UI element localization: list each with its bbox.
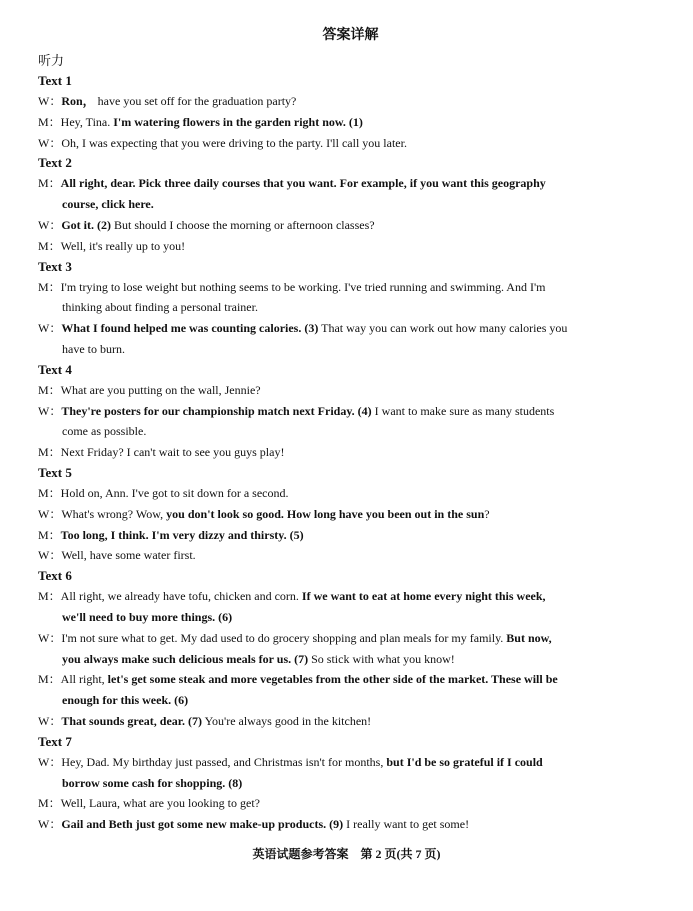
answer-highlight: Got it. (2) xyxy=(61,217,111,232)
dialogue-text: ? xyxy=(484,506,490,521)
listening-transcripts xyxy=(38,71,663,835)
dialogue-continuation xyxy=(38,339,663,360)
transcript-block xyxy=(38,463,663,566)
dialogue-text: You're always good in the kitchen! xyxy=(202,713,372,728)
speaker-label: M： xyxy=(38,672,61,687)
dialogue-text: I'm not sure what to get. My dad used to do grocery shopping and plan meals for my family. xyxy=(61,630,507,645)
speaker-label: M： xyxy=(38,485,61,500)
dialogue-text: Oh, I was expecting that you were driving to the party. I'll call you later. xyxy=(61,135,407,150)
dialogue-line xyxy=(38,215,663,236)
dialogue-text: Well, Laura, what are you looking to get? xyxy=(60,796,260,811)
speaker-label: W： xyxy=(38,506,62,521)
dialogue-text: I really want to get some! xyxy=(343,817,470,832)
dialogue-line xyxy=(38,525,663,546)
dialogue-text: have you set off for the graduation party? xyxy=(94,94,297,108)
dialogue-line xyxy=(38,793,663,814)
answer-highlight: you don't look so good. How long have you been out in the sun xyxy=(166,506,485,521)
dialogue-text: So stick with what you know! xyxy=(308,651,455,666)
answer-highlight: If we want to eat at home every night this week, xyxy=(301,589,546,604)
dialogue-continuation xyxy=(38,690,663,711)
dialogue-continuation xyxy=(38,297,663,318)
speaker-label: M： xyxy=(38,382,61,397)
dialogue-text: All right, xyxy=(60,672,108,687)
dialogue-line xyxy=(38,173,663,194)
dialogue-line xyxy=(38,586,663,607)
dialogue-line xyxy=(38,545,663,566)
transcript-block xyxy=(38,71,663,153)
text-label: Text 7 xyxy=(38,733,72,749)
transcript-block xyxy=(38,732,663,835)
dialogue-line xyxy=(38,628,663,649)
page-footer: 英语试题参考答案 第 2 页(共 7 页) xyxy=(252,847,441,861)
dialogue-text: What's wrong? Wow, xyxy=(61,506,167,521)
speaker-label: W： xyxy=(38,94,62,108)
dialogue-continuation xyxy=(38,194,663,215)
text-label: Text 5 xyxy=(38,464,72,480)
speaker-label: W： xyxy=(38,817,62,832)
dialogue-text: I want to make sure as many students xyxy=(371,403,555,418)
answer-highlight: enough for this week. (6) xyxy=(62,693,189,708)
speaker-label: M： xyxy=(38,238,61,253)
answer-highlight: we'll need to buy more things. (6) xyxy=(62,609,233,624)
answer-highlight: Too long, I think. I'm very dizzy and thirsty. (5) xyxy=(60,527,304,542)
answer-highlight: Ron， xyxy=(61,94,95,108)
text-label: Text 4 xyxy=(38,361,72,377)
speaker-label: M： xyxy=(38,589,61,604)
answer-highlight: Gail and Beth just got some new make-up products. (9) xyxy=(61,817,344,832)
dialogue-line xyxy=(38,277,663,298)
dialogue-line xyxy=(38,236,663,257)
text-label: Text 3 xyxy=(38,258,72,274)
speaker-label: W： xyxy=(38,321,62,336)
dialogue-text: Hey, Tina. xyxy=(60,114,114,129)
transcript-block xyxy=(38,153,663,256)
dialogue-text: Hold on, Ann. I've got to sit down for a second. xyxy=(60,485,289,500)
dialogue-text: have to burn. xyxy=(62,341,125,356)
dialogue-continuation xyxy=(38,773,663,794)
section-heading: 听力 xyxy=(38,53,65,68)
speaker-label: W： xyxy=(38,548,62,563)
dialogue-continuation xyxy=(38,649,663,670)
transcript-block xyxy=(38,257,663,360)
speaker-label: M： xyxy=(38,114,61,129)
speaker-label: M： xyxy=(38,445,61,460)
dialogue-line xyxy=(38,91,663,112)
dialogue-continuation xyxy=(38,421,663,442)
transcript-block xyxy=(38,360,663,463)
dialogue-line xyxy=(38,669,663,690)
speaker-label: W： xyxy=(38,630,62,645)
answer-highlight: course, click here. xyxy=(62,197,154,212)
dialogue-text: Hey, Dad. My birthday just passed, and Christmas isn't for months, xyxy=(61,754,387,769)
answer-highlight: I'm watering flowers in the garden right now. (1) xyxy=(113,114,363,129)
speaker-label: M： xyxy=(38,796,61,811)
dialogue-text: I'm trying to lose weight but nothing seems to be working. I've tried running and swimming. And I'm xyxy=(60,279,546,294)
dialogue-text: That way you can work out how many calories you xyxy=(318,321,568,336)
text-label: Text 1 xyxy=(38,73,72,88)
answer-highlight: That sounds great, dear. (7) xyxy=(61,713,203,728)
dialogue-line xyxy=(38,401,663,422)
dialogue-line xyxy=(38,380,663,401)
answer-highlight: They're posters for our championship match next Friday. (4) xyxy=(61,403,372,418)
answer-highlight: But now, xyxy=(506,630,552,645)
dialogue-text: thinking about finding a personal trainer. xyxy=(62,300,258,315)
answer-highlight: borrow some cash for shopping. (8) xyxy=(62,775,243,790)
dialogue-line xyxy=(38,112,663,133)
dialogue-line xyxy=(38,318,663,339)
dialogue-line xyxy=(38,483,663,504)
dialogue-text: Well, have some water first. xyxy=(61,548,196,563)
dialogue-line xyxy=(38,133,663,154)
page-title: 答案详解 xyxy=(322,28,379,43)
speaker-label: M： xyxy=(38,527,61,542)
speaker-label: M： xyxy=(38,279,61,294)
dialogue-line xyxy=(38,442,663,463)
dialogue-line xyxy=(38,711,663,732)
speaker-label: W： xyxy=(38,754,62,769)
dialogue-line xyxy=(38,504,663,525)
answer-highlight: All right, dear. Pick three daily courses that you want. For example, if you want this geography xyxy=(60,176,546,191)
answer-highlight: What I found helped me was counting calories. (3) xyxy=(61,321,319,336)
dialogue-line xyxy=(38,752,663,773)
dialogue-text: All right, we already have tofu, chicken and corn. xyxy=(60,589,302,604)
dialogue-continuation xyxy=(38,607,663,628)
speaker-label: M： xyxy=(38,176,61,191)
dialogue-line xyxy=(38,814,663,835)
speaker-label: W： xyxy=(38,403,62,418)
answer-highlight: but I'd be so grateful if I could xyxy=(386,754,543,769)
answer-highlight: you always make such delicious meals for us. (7) xyxy=(62,651,309,666)
dialogue-text: What are you putting on the wall, Jennie? xyxy=(60,382,261,397)
text-label: Text 2 xyxy=(38,155,72,171)
dialogue-text: come as possible. xyxy=(62,424,147,439)
speaker-label: W： xyxy=(38,135,62,150)
dialogue-text: But should I choose the morning or afternoon classes? xyxy=(110,217,375,232)
answer-highlight: let's get some steak and more vegetables from the other side of the market. These will be xyxy=(107,672,558,687)
dialogue-text: Next Friday? I can't wait to see you guys play! xyxy=(60,445,285,460)
speaker-label: W： xyxy=(38,713,62,728)
dialogue-text: Well, it's really up to you! xyxy=(60,238,186,253)
transcript-block xyxy=(38,566,663,732)
speaker-label: W： xyxy=(38,217,62,232)
text-label: Text 6 xyxy=(38,568,72,584)
